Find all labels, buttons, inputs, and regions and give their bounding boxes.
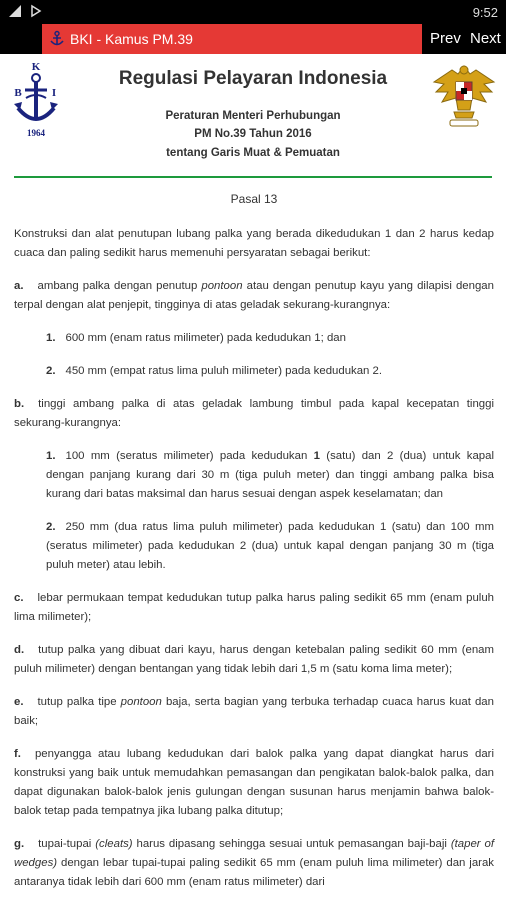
clause-b-item-1: [46, 447, 494, 504]
app-bar: [0, 24, 506, 54]
logo-letter-b: B: [14, 87, 22, 99]
status-bar: [0, 0, 506, 24]
clause-a-text-1: ambang palka dengan penutup: [37, 280, 202, 292]
clause-g-text-3: dengan lebar tupai-tupai paling sedikit 65 mm (enam puluh lima milimeter) dan jarak antaranya tidak lebih dari 600 mm (enam ratus milimeter) dari: [14, 857, 494, 888]
clause-a-text-2: atau dengan penutup kayu yang dilapisi dengan terpal dengan alat penjepit, tingginya di atas geladak sekurang-kurangnya:: [14, 280, 494, 311]
clause-e-text-2: baja, serta bagian yang terbuka terhadap cuaca harus kuat dan baik;: [14, 696, 494, 727]
clause-a: [14, 277, 494, 315]
clause-a-item-1: [46, 329, 494, 348]
subtitle-line-3: tentang Garis Muat & Pemuatan: [166, 147, 340, 159]
status-time: 9:52: [472, 5, 498, 20]
status-icons: [8, 4, 42, 18]
logo-letter-k: K: [31, 61, 41, 73]
bki-logo: [10, 58, 62, 140]
subtitle-line-1: Peraturan Menteri Perhubungan: [165, 110, 341, 122]
title-strip: [42, 24, 422, 54]
clause-b: [14, 395, 494, 433]
clause-d-text: tutup palka yang dibuat dari kayu, harus dengan ketebalan paling sedikit 60 mm (enam puluh milimeter) dengan bentangan yang tidak lebih dari 1,5 m (satu koma lima meter);: [14, 644, 494, 675]
clause-b-label: b.: [14, 398, 25, 410]
clause-b-item-1-text-b: (satu) dan 2 (dua) untuk kapal dengan panjang kurang dari 30 m (tiga puluh meter) dan tinggi ambang palka bisa kurang dari batas maksimal dan harus sesuai dengan aspek keselamatan; dan: [46, 450, 494, 500]
clause-a-item-1-text: 600 mm (enam ratus milimeter) pada kedudukan 1; dan: [65, 332, 346, 344]
document-header: [0, 54, 506, 176]
clause-f-text: penyangga atau lubang kedudukan dari balok palka yang dapat diangkat harus dari konstruksi yang baik untuk memudahkan pemasangan dan pengikatan balok-balok palka, dan dapat digunakan balok-balok jenis gulungan dengan susunan harus menjamin bahwa balok-balok tetap pada tempatnya jika lubang palka ditutup;: [14, 748, 494, 817]
header-divider: [14, 176, 492, 178]
clause-c-text: lebar permukaan tempat kedudukan tutup palka harus paling sedikit 65 mm (enam puluh lima milimeter);: [14, 592, 494, 623]
clause-d-label: d.: [14, 644, 25, 656]
clause-e-italic: pontoon: [120, 696, 162, 708]
anchor-icon: [48, 30, 66, 48]
regulation-content: [14, 190, 494, 900]
clause-c: [14, 589, 494, 627]
clause-c-label: c.: [14, 592, 24, 604]
clause-b-item-2-text: 250 mm (dua ratus lima puluh milimeter) pada kedudukan 1 (satu) dan 100 mm (seratus milimeter) pada kedudukan 2 (dua) untuk kapal dengan panjang 30 m (tiga puluh meter) atau lebih.: [46, 521, 494, 571]
clause-a-italic: pontoon: [201, 280, 243, 292]
app-title: BKI - Kamus PM.39: [70, 31, 193, 47]
clause-b-item-2-label: 2.: [46, 521, 56, 533]
clause-e-text-1: tutup palka tipe: [37, 696, 121, 708]
clause-g-italic-2: (taper of wedges): [14, 838, 495, 869]
page-title: Regulasi Pelayaran Indonesia: [118, 68, 388, 89]
article-heading: Pasal 13: [230, 192, 278, 206]
logo-year: 1964: [27, 128, 45, 138]
next-button[interactable]: Next: [470, 30, 501, 47]
clause-d: [14, 641, 494, 679]
clause-g-italic-1: (cleats): [95, 838, 133, 850]
garuda-emblem: [430, 60, 498, 132]
clause-b-item-1-label: 1.: [46, 450, 56, 462]
clause-a-item-1-label: 1.: [46, 332, 56, 344]
clause-a-item-2-label: 2.: [46, 365, 56, 377]
clause-a-item-2-text: 450 mm (empat ratus lima puluh milimeter) pada kedudukan 2.: [65, 365, 383, 377]
clause-a-label: a.: [14, 280, 24, 292]
wifi-icon: [8, 4, 22, 18]
intro-paragraph: Konstruksi dan alat penutupan lubang palka yang berada dikedudukan 1 dan 2 harus kedap cuaca dan paling sedikit harus memenuhi persyaratan sebagai berikut:: [14, 228, 494, 259]
clause-g-text-1: tupai-tupai: [38, 838, 96, 850]
signal-icon: [30, 4, 42, 18]
clause-f: [14, 745, 494, 821]
clause-b-item-2: [46, 518, 494, 575]
subtitle-line-2: PM No.39 Tahun 2016: [194, 128, 312, 140]
clause-b-item-1-text-a: 100 mm (seratus milimeter) pada kedudukan: [65, 450, 314, 462]
clause-g-text-2: harus dipasang sehingga sesuai untuk pemasangan baji-baji: [132, 838, 451, 850]
clause-g: [14, 835, 494, 892]
clause-g-label: g.: [14, 838, 25, 850]
logo-letter-i: I: [51, 87, 57, 99]
clause-b-text: tinggi ambang palka di atas geladak lambung timbul pada kapal kecepatan tinggi sekurang-kurangnya:: [14, 398, 494, 429]
clause-f-label: f.: [14, 748, 21, 760]
clause-a-item-2: [46, 362, 494, 381]
clause-e-label: e.: [14, 696, 24, 708]
clause-e: [14, 693, 494, 731]
prev-button[interactable]: Prev: [430, 30, 461, 47]
clause-b-item-1-bold: 1: [313, 450, 320, 462]
